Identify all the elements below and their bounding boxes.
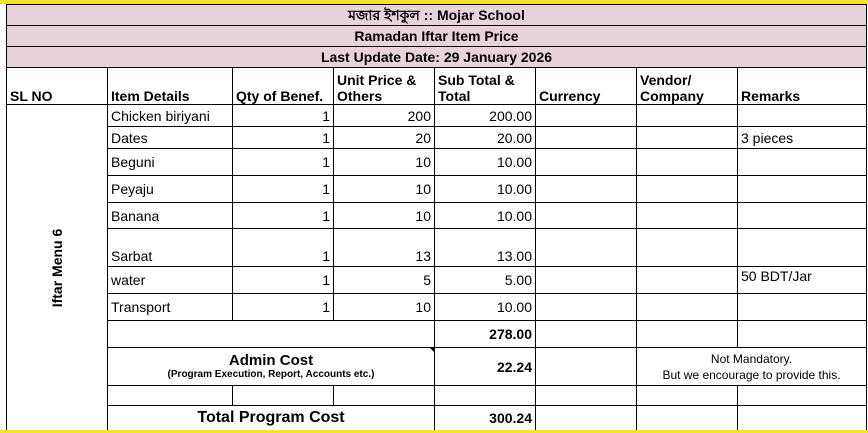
item-remark[interactable] (738, 203, 867, 229)
admin-cost-label-cell (108, 348, 435, 386)
col-header-sl-no: SL NO (7, 68, 108, 105)
blank-cell[interactable] (536, 386, 637, 406)
item-qty[interactable]: 1 (233, 203, 334, 229)
table-row (7, 149, 867, 176)
col-header-sub-total (435, 68, 536, 105)
item-vendor[interactable] (637, 127, 738, 149)
item-sub-total[interactable]: 20.00 (435, 127, 536, 149)
item-name[interactable]: water (108, 267, 233, 294)
item-vendor[interactable] (637, 267, 738, 294)
subtotal-remark[interactable] (738, 321, 867, 348)
item-qty[interactable]: 1 (233, 127, 334, 149)
item-sub-total[interactable]: 10.00 (435, 149, 536, 176)
item-remark[interactable] (738, 229, 867, 267)
admin-cost-note-2: But we encourage to provide this. (662, 367, 841, 382)
col-header-sub-total-line1: Sub Total & (438, 72, 515, 88)
item-unit-price[interactable]: 10 (334, 149, 435, 176)
title-row-2 (7, 26, 867, 47)
subtotal-row (7, 321, 867, 348)
admin-cost-subtitle: (Program Execution, Report, Accounts etc.) (167, 369, 375, 380)
price-table (6, 4, 867, 431)
item-sub-total[interactable]: 200.00 (435, 105, 536, 127)
col-header-remarks: Remarks (738, 68, 867, 105)
col-header-unit-price (334, 68, 435, 105)
item-unit-price[interactable]: 13 (334, 229, 435, 267)
item-unit-price[interactable]: 10 (334, 294, 435, 321)
item-qty[interactable]: 1 (233, 149, 334, 176)
menu-label-cell (7, 105, 108, 431)
admin-cost-value[interactable]: 22.24 (435, 348, 536, 386)
item-vendor[interactable] (637, 176, 738, 203)
item-qty[interactable]: 1 (233, 176, 334, 203)
item-sub-total[interactable]: 10.00 (435, 176, 536, 203)
item-currency[interactable] (536, 176, 637, 203)
item-currency[interactable] (536, 127, 637, 149)
item-unit-price[interactable]: 20 (334, 127, 435, 149)
admin-cost-note-cell (637, 348, 867, 386)
item-unit-price[interactable]: 10 (334, 203, 435, 229)
item-sub-total[interactable]: 10.00 (435, 294, 536, 321)
blank-row (7, 386, 867, 406)
item-vendor[interactable] (637, 229, 738, 267)
col-header-item-details: Item Details (108, 68, 233, 105)
item-name[interactable]: Sarbat (108, 229, 233, 267)
table-row (7, 229, 867, 267)
item-name[interactable]: Chicken biriyani (108, 105, 233, 127)
admin-cost-note-1: Not Mandatory. (710, 351, 793, 366)
col-header-vendor-line2: Company (640, 88, 704, 104)
blank-cell[interactable] (738, 386, 867, 406)
item-remark[interactable] (738, 294, 867, 321)
table-row (7, 127, 867, 149)
item-remark[interactable] (738, 149, 867, 176)
total-vendor[interactable] (637, 406, 738, 431)
admin-cost-title: Admin Cost (228, 352, 314, 369)
item-vendor[interactable] (637, 203, 738, 229)
total-currency[interactable] (536, 406, 637, 431)
table-row (7, 176, 867, 203)
item-unit-price[interactable]: 5 (334, 267, 435, 294)
table-row (7, 267, 867, 294)
school-title: মজার ইশকুল :: Mojar School (7, 5, 867, 26)
total-row (7, 406, 867, 431)
blank-cell[interactable] (334, 386, 435, 406)
item-qty[interactable]: 1 (233, 294, 334, 321)
last-update-date: Last Update Date: 29 January 2026 (7, 47, 867, 68)
col-header-currency: Currency (536, 68, 637, 105)
col-header-unit-price-line2: Others (337, 88, 383, 104)
subtotal-currency[interactable] (536, 321, 637, 348)
item-unit-price[interactable]: 200 (334, 105, 435, 127)
menu-label: Iftar Menu 6 (49, 228, 65, 307)
item-qty[interactable]: 1 (233, 105, 334, 127)
blank-cell[interactable] (108, 386, 233, 406)
item-name[interactable]: Transport (108, 294, 233, 321)
item-vendor[interactable] (637, 149, 738, 176)
comment-indicator-icon[interactable] (429, 348, 435, 354)
item-qty[interactable]: 1 (233, 229, 334, 267)
subtotal-value[interactable]: 278.00 (435, 321, 536, 348)
item-remark[interactable] (738, 105, 867, 127)
subtotal-vendor[interactable] (637, 321, 738, 348)
blank-cell[interactable] (233, 386, 334, 406)
col-header-qty: Qty of Benef. (233, 68, 334, 105)
subtotal-spacer (108, 321, 435, 348)
item-sub-total[interactable]: 10.00 (435, 203, 536, 229)
item-vendor[interactable] (637, 105, 738, 127)
item-sub-total[interactable]: 13.00 (435, 229, 536, 267)
item-currency[interactable] (536, 294, 637, 321)
column-header-row (7, 68, 867, 105)
title-row-3 (7, 47, 867, 68)
item-name[interactable]: Banana (108, 203, 233, 229)
table-row (7, 105, 867, 127)
admin-cost-currency[interactable] (536, 348, 637, 386)
col-header-vendor-line1: Vendor/ (640, 72, 692, 88)
admin-cost-row (7, 348, 867, 386)
total-value[interactable]: 300.24 (435, 406, 536, 431)
table-row (7, 203, 867, 229)
col-header-unit-price-line1: Unit Price & (337, 72, 417, 88)
title-row-1 (7, 5, 867, 26)
item-currency[interactable] (536, 149, 637, 176)
item-name[interactable]: Dates (108, 127, 233, 149)
table-row (7, 294, 867, 321)
total-label: Total Program Cost (108, 406, 435, 431)
item-currency[interactable] (536, 203, 637, 229)
item-currency[interactable] (536, 105, 637, 127)
sheet-subtitle: Ramadan Iftar Item Price (7, 26, 867, 47)
blank-cell[interactable] (637, 386, 738, 406)
col-header-vendor (637, 68, 738, 105)
item-currency[interactable] (536, 267, 637, 294)
item-remark[interactable]: 3 pieces (738, 127, 867, 149)
blank-cell[interactable] (435, 386, 536, 406)
item-name[interactable]: Beguni (108, 149, 233, 176)
item-vendor[interactable] (637, 294, 738, 321)
item-name[interactable]: Peyaju (108, 176, 233, 203)
item-remark[interactable]: 50 BDT/Jar (738, 267, 867, 294)
item-unit-price[interactable]: 10 (334, 176, 435, 203)
col-header-sub-total-line2: Total (438, 88, 471, 104)
item-currency[interactable] (536, 229, 637, 267)
item-sub-total[interactable]: 5.00 (435, 267, 536, 294)
total-remark[interactable] (738, 406, 867, 431)
item-remark[interactable] (738, 176, 867, 203)
item-qty[interactable]: 1 (233, 267, 334, 294)
